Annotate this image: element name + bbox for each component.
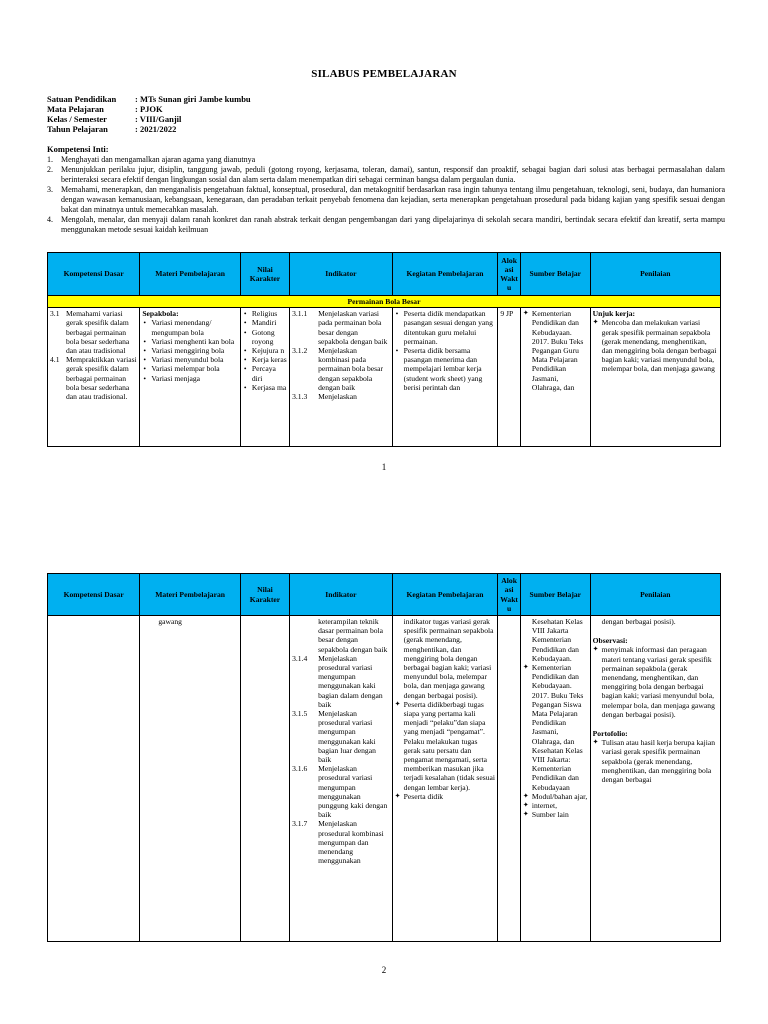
list-item	[47, 165, 725, 185]
list-item: • Gotong royong	[243, 328, 287, 346]
section-subheading-row	[48, 296, 721, 308]
kompetensi-inti-list	[47, 155, 725, 235]
identity-label: Tahun Pelajaran	[47, 124, 108, 134]
materi-title: Sepakbola:	[142, 309, 179, 319]
nilai-karakter-cell	[240, 308, 289, 447]
identity-label: Kelas / Semester	[47, 114, 107, 124]
list-item: • Kerja keras	[243, 355, 287, 364]
list-item: • Variasi menjaga	[142, 374, 238, 383]
list-item	[47, 185, 725, 215]
indikator-continued: keterampilan teknik dasar permainan bola besar dengan sepakbola dengan baik	[318, 617, 388, 654]
sumber-cell	[520, 616, 590, 942]
kompetensi-dasar-cell	[48, 616, 140, 942]
table-header-row	[48, 574, 721, 616]
identity-value: : VIII/Ganjil	[135, 114, 182, 124]
list-number: 2.	[47, 165, 53, 174]
column-header: Indikator	[290, 574, 393, 616]
list-item: • Peserta didik bersama pasangan menerima dan mempelajari lembar kerja (student work sheet) yang berisi perintah dan	[395, 346, 496, 392]
list-number: 3.	[47, 185, 53, 194]
list-item: ✦ Kementerian Pendidikan dan Kebudayaan. 2017. Buku Teks Pegangan Siswa Mata Pelajaran Pendidikan Jasmani, Olahraga, dan Kesehatan Kelas VIII Jakarta: Kementerian Pendidikan dan Kebudayaan	[523, 663, 588, 792]
list-item: ✦ internet,	[523, 801, 588, 810]
indikator-text: Menjelaskan prosedural kombinasi mengumpan dan menendang menggunakan	[318, 819, 384, 866]
indikator-number: 3.1.5	[292, 709, 308, 719]
kd-text: Mempraktikkan variasi gerak spesifik dalam berbagai permainan bola besar sederhana dan atau tradisional.	[66, 355, 137, 402]
section-subheading: Permainan Bola Besar	[48, 296, 721, 308]
materi-cell	[140, 308, 241, 447]
list-item: • Kejujura n	[243, 346, 287, 355]
page-number: 2	[381, 965, 387, 975]
indikator-text: Menjelaskan variasi pada permainan bola besar dengan sepakbola dengan baik	[318, 309, 388, 346]
list-item: • Religius	[243, 309, 287, 318]
table-header-row	[48, 253, 721, 296]
document-title: SILABUS PEMBELAJARAN	[311, 68, 457, 80]
identity-block	[47, 94, 251, 134]
column-header: Penilaian	[590, 253, 720, 296]
list-number: 4.	[47, 215, 53, 224]
indikator-number: 3.1.1	[292, 309, 308, 319]
identity-row	[47, 94, 251, 104]
kd-number: 4.1	[50, 355, 60, 365]
kd-item	[50, 355, 137, 401]
penilaian-cell	[590, 308, 720, 447]
list-item: ✦ Peserta didik	[395, 792, 496, 801]
list-item	[47, 155, 725, 165]
sumber-cell	[520, 308, 590, 447]
indikator-item	[292, 392, 390, 401]
column-header: Alok asi Wakt u	[498, 253, 521, 296]
indikator-item	[292, 654, 390, 709]
identity-value: : PJOK	[135, 104, 163, 114]
identity-row	[47, 114, 251, 124]
list-item: ✦ menyimak informasi dan peragaan materi tentang variasi gerak spesifik permainan sepakbola (gerak menendang, menghentikan, dan menggiring bola dengan berbagai bagian kaki; variasi menyundul bola, melempar bola, dan menjaga gawang dengan berbagai posisi).	[593, 645, 718, 719]
penilaian-continued: dengan berbagai posisi).	[601, 617, 676, 626]
list-item: ✦ Mencoba dan melakukan variasi gerak spesifik permainan sepakbola (gerak menendang, menghentikan, dan menggiring bola dengan berbagai bagian kaki; variasi menyundul bola, melempar bola, dan menjaga gawang	[593, 318, 718, 373]
list-item	[47, 215, 725, 235]
list-item: • Variasi menggiring bola	[142, 346, 238, 355]
list-item: ✦ Sumber lain	[523, 810, 588, 819]
indikator-number: 3.1.4	[292, 653, 308, 663]
list-item: ✦ Peserta didikberbagi tugas siapa yang pertama kali menjadi “pelaku”dan siapa yang menjadi “pengamat”. Pelaku melakukan tugas gerak satu persatu dan pengamat mengamati, serta memberikan masukan jika terjadi kesalahan (tidak sesuai dengan lembar kerja).	[395, 700, 496, 792]
list-item: • Variasi menendang/ mengumpan bola	[142, 318, 238, 336]
materi-continued: gawang	[158, 617, 182, 626]
list-text: Menunjukkan perilaku jujur, disiplin, tanggung jawab, peduli (gotong royong, kerjasama, toleran, damai), santun, responsif dan proaktif, sebagai bagian dari solusi atas berbagai permasalahan dalam berinteraksi secara efektif dengan lingkungan sosial dan alam serta dalam menempatkan diri sebagai cerminan bangsa dalam pergaulan dunia.	[61, 165, 725, 184]
table-row	[48, 616, 721, 942]
indikator-text: Menjelaskan prosedural variasi mengumpan menggunakan kaki bagian dalam dengan baik	[318, 653, 383, 709]
alokasi-value: 9 JP	[500, 309, 514, 319]
indikator-item	[292, 309, 390, 346]
kompetensi-dasar-cell	[48, 308, 140, 447]
indikator-number: 3.1.6	[292, 764, 308, 774]
kd-number: 3.1	[50, 309, 60, 319]
column-header: Alok asi Wakt u	[498, 574, 521, 616]
silabus-table-page-1	[47, 252, 721, 447]
list-item: ✦ Tulisan atau hasil kerja berupa kajian variasi gerak spesifik permainan sepakbola (gerak menendang, menghentikan, dan menggiring bola dengan berbagai	[593, 738, 718, 784]
list-item: • Mandiri	[243, 318, 287, 327]
indikator-item	[292, 346, 390, 392]
list-item: • Peserta didik mendapatkan pasangan sesuai dengan yang ditentukan guru melalui permainan.	[395, 309, 496, 346]
alokasi-cell	[498, 616, 521, 942]
column-header: Indikator	[290, 253, 393, 296]
column-header: Nilai Karakter	[240, 253, 289, 296]
list-item: • Variasi menghenti kan bola	[142, 337, 238, 346]
column-header: Kompetensi Dasar	[48, 253, 140, 296]
column-header: Nilai Karakter	[240, 574, 289, 616]
penilaian-cell	[590, 616, 720, 942]
column-header: Kompetensi Dasar	[48, 574, 140, 616]
silabus-table-page-2	[47, 573, 721, 942]
identity-label: Satuan Pendidikan	[47, 94, 117, 104]
indikator-text: Menjelaskan kombinasi pada permainan bola besar dengan sepakbola dengan baik	[318, 346, 384, 392]
indikator-item	[292, 709, 390, 764]
kd-item	[50, 309, 137, 355]
identity-value: : 2021/2022	[135, 124, 177, 134]
list-item: • Variasi menyundul bola	[142, 355, 238, 364]
kegiatan-cell	[392, 616, 498, 942]
indikator-text: Menjelaskan prosedural variasi mengumpan menggunakan punggung kaki dengan baik	[318, 764, 388, 820]
kd-text: Memahami variasi gerak spesifik dalam berbagai permainan bola besar sederhana dan atau tradisional	[66, 309, 130, 356]
kegiatan-cell	[392, 308, 498, 447]
list-item: • Kerjasa ma	[243, 383, 287, 392]
list-text: Menghayati dan mengamalkan ajaran agama yang dianutnya	[61, 155, 256, 164]
indikator-cell	[290, 308, 393, 447]
list-item: ✦ Modul/bahan ajar,	[523, 792, 588, 801]
column-header: Materi Pembelajaran	[140, 574, 241, 616]
table-row	[48, 308, 721, 447]
kegiatan-continued: indikator tugas variasi gerak spesifik permainan sepakbola (gerak menendang, menghentikan, dan menggiring bola dengan berbagai bagian kaki; variasi menyundul bola, melempar bola, dan menjaga gawang dengan berbagai posisi).	[403, 617, 494, 700]
list-number: 1.	[47, 155, 53, 164]
indikator-cell	[290, 616, 393, 942]
observasi-title: Observasi:	[592, 636, 628, 646]
sumber-continued: Kesehatan Kelas VIII Jakarta Kementerian Pendidikan dan Kebudayaan.	[531, 617, 583, 663]
alokasi-cell	[498, 308, 521, 447]
identity-row	[47, 124, 251, 134]
column-header: Materi Pembelajaran	[140, 253, 241, 296]
indikator-text: Menjelaskan prosedural variasi mengumpan menggunakan kaki bagian luar dengan baik	[318, 709, 376, 765]
list-text: Memahami, menerapkan, dan menganalisis pengetahuan faktual, konseptual, prosedural, dan metakognitif berdasarkan rasa ingin tahunya tentang ilmu pengetahuan, teknologi, seni, budaya, dan humaniora dengan wawasan kemanusiaan, kebangsaan, kenegaraan, dan peradaban terkait penyebab fenomena dan kejadian, serta menerapkan pengetahuan prosedural pada bidang kajian yang spesifik sesuai dengan bakat dan minatnya untuk memecahkan masalah.	[61, 185, 725, 214]
indikator-number: 3.1.2	[292, 346, 308, 356]
identity-row	[47, 104, 251, 114]
identity-value: : MTs Sunan giri Jambe kumbu	[135, 94, 251, 104]
indikator-number: 3.1.3	[292, 392, 308, 402]
indikator-item	[292, 764, 390, 819]
column-header: Sumber Belajar	[520, 574, 590, 616]
list-item: ✦ Kementerian Pendidikan dan Kebudayaan. 2017. Buku Teks Pegangan Guru Mata Pelajaran Pendidikan Jasmani, Olahraga, dan	[523, 309, 588, 392]
indikator-number: 3.1.7	[292, 819, 308, 829]
indikator-text: Menjelaskan	[318, 392, 357, 402]
page-number: 1	[381, 462, 387, 472]
portofolio-title: Portofolio:	[592, 729, 628, 739]
column-header: Kegiatan Pembelajaran	[392, 574, 498, 616]
column-header: Sumber Belajar	[520, 253, 590, 296]
identity-label: Mata Pelajaran	[47, 104, 104, 114]
nilai-karakter-cell	[240, 616, 289, 942]
kompetensi-inti-heading: Kompetensi Inti:	[47, 144, 109, 154]
column-header: Kegiatan Pembelajaran	[392, 253, 498, 296]
indikator-item	[292, 819, 390, 865]
list-text: Mengolah, menalar, dan menyaji dalam ranah konkret dan ranah abstrak terkait dengan pengembangan dari yang dipelajarinya di sekolah secara mandiri, bertindak secara efektif dan kreatif, serta mampu menggunakan metode sesuai kaidah keilmuan	[61, 215, 725, 234]
list-item: • Variasi melempar bola	[142, 364, 238, 373]
column-header: Penilaian	[590, 574, 720, 616]
list-item: • Percaya diri	[243, 364, 287, 382]
penilaian-title: Unjuk kerja:	[592, 309, 636, 319]
materi-cell	[140, 616, 241, 942]
